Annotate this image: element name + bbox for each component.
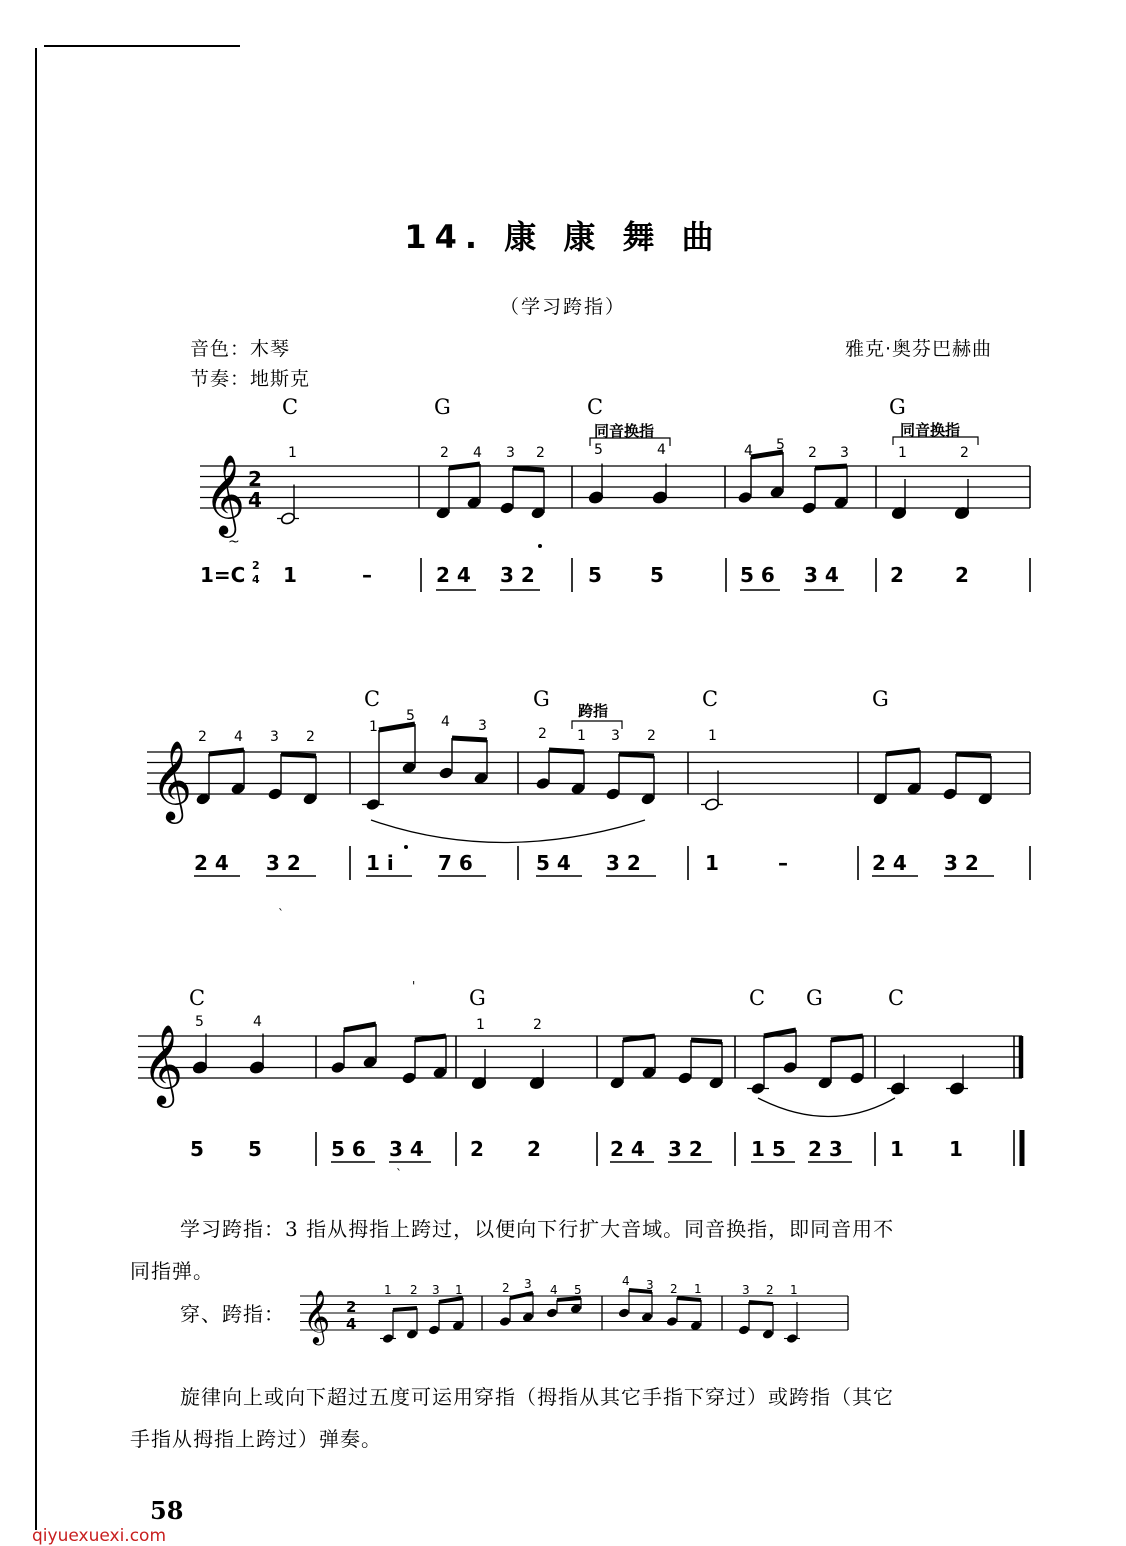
stray-mark: ' [412,979,416,993]
chord-symbol: C [888,986,905,1010]
paragraph-line: 手指从拇指上跨过）弹奏。 [130,1427,382,1451]
note-beam [393,1308,417,1310]
note-beam [677,1298,701,1300]
watermark: qiyuexuexi.com [32,1526,166,1546]
fingering: 2 [306,729,315,745]
note-beam [956,754,991,756]
paragraph-line: 同指弹。 [130,1259,214,1283]
note-beam [510,1293,533,1298]
note-head [428,1324,441,1335]
fingering: 3 [611,728,620,744]
treble-clef-icon: 𝄞 [303,1289,331,1343]
note-beam [379,724,415,730]
fingering: 4 [744,443,753,459]
fingering: 3 [270,729,279,745]
fingering: 3 [646,1278,654,1292]
page-number: 58 [150,1496,184,1525]
fingering: 2 [198,729,207,745]
chord-symbol: C [702,687,719,711]
treble-clef-icon: 𝄞 [151,741,192,821]
numbered-time-bottom: 4 [252,573,260,586]
note-beam [619,754,654,756]
numbered-note: 1 [890,1137,904,1161]
fingering: 3 [840,445,849,461]
numbered-note-group: 3 2 [266,851,301,875]
note-beam [691,1040,722,1042]
fingering: 2 [536,445,545,461]
note-head [382,1333,395,1344]
note-head [786,1333,799,1344]
stray-mark: ` [278,907,284,921]
fingering: 2 [766,1283,774,1297]
numbered-note-group: 2 3 [808,1137,843,1161]
fingering: 3 [742,1283,750,1297]
numbered-note-group: 3 2 [668,1137,703,1161]
fingering: 3 [524,1277,532,1291]
time-signature: 4 [248,488,262,512]
numbered-note-group: 3 2 [500,563,535,587]
fingering: 5 [195,1014,204,1030]
fingering: 2 [960,445,969,461]
time-signature: 2 [248,467,262,491]
composer-label: 雅克·奥芬巴赫曲 [845,338,993,360]
fingering: 4 [550,1283,558,1297]
fingering: 1 [694,1282,702,1296]
numbered-note-group: 5 6 [331,1137,366,1161]
numbered-note-group: 3 4 [804,563,839,587]
paragraph-line: 学习跨指：3 指从拇指上跨过，以便向下行扩大音域。同音换指，即同音用不 [180,1217,895,1241]
fingering: 5 [594,442,603,458]
chord-symbol: C [282,395,299,419]
page-subtitle: （学习跨指） [499,296,626,318]
numbered-note-group: 1 i [366,851,394,875]
fingering: 1 [288,445,297,461]
numbered-note: 1 [283,563,297,587]
rhythm-label: 节奏：地斯克 [190,368,311,390]
note-beam [557,1298,581,1300]
chord-symbol: C [587,395,604,419]
numbered-note: 2 [955,563,969,587]
timbre-label: 音色：木琴 [190,338,291,360]
chord-symbol: G [469,986,486,1010]
paragraph-line: 旋律向上或向下超过五度可运用穿指（拇指从其它手指下穿过）或跨指（其它 [180,1385,894,1409]
fingering: 1 [790,1283,798,1297]
chord-symbol: G [434,395,451,419]
fingering: 4 [657,442,666,458]
numbered-note-group: 2 4 [872,851,907,875]
chord-symbol: C [364,687,381,711]
numbered-note: – [362,563,372,587]
fingering: 1 [577,728,586,744]
fingering: 2 [502,1281,510,1295]
numbered-note-group: 2 4 [436,563,471,587]
note-beam [449,464,480,468]
numbered-note: 1 [705,851,719,875]
note-beam [344,1024,376,1030]
bracket-label: 跨指 [578,702,609,720]
numbered-note: 5 [248,1137,262,1161]
numbered-note-group: 1 5 [751,1137,786,1161]
numbered-note: 1 [949,1137,963,1161]
fingering: 5 [406,708,415,724]
chord-symbol: C [749,986,766,1010]
fingering: 1 [898,445,907,461]
numbered-note: 2 [470,1137,484,1161]
treble-clef-icon: 𝄞 [142,1025,183,1105]
slur [371,820,645,843]
chord-symbol: G [889,395,906,419]
note-head [666,1316,679,1327]
note-head [546,1307,559,1318]
chord-symbol: C [189,986,206,1010]
chord-symbol: G [533,687,550,711]
tilde-mark: ~ [228,534,240,550]
bracket-label: 同音换指 [594,422,655,440]
numbered-note: 5 [588,563,602,587]
fingering: 4 [234,729,243,745]
note-head [738,1324,751,1335]
fingering: 2 [533,1017,542,1033]
note-head [618,1307,631,1318]
fingering: 4 [253,1014,262,1030]
chord-symbol: G [872,687,889,711]
fingering: 1 [384,1283,392,1297]
note-beam [452,738,487,740]
fingering: 4 [473,445,482,461]
numbered-note: 2 [527,1137,541,1161]
numbered-note-group: 5 4 [536,851,571,875]
numbered-note-group: 2 4 [610,1137,645,1161]
fingering: 1 [476,1017,485,1033]
fingering: 5 [776,437,785,453]
note-beam [209,750,244,754]
fingering: 3 [432,1283,440,1297]
numbered-time-top: 2 [252,559,260,572]
treble-clef-icon: 𝄞 [204,455,245,535]
fingering: 3 [478,718,487,734]
key-signature: 1=C [200,563,246,587]
numbered-note-group: 7 6 [438,851,473,875]
fingering: 2 [808,445,817,461]
fingering: 5 [574,1283,582,1297]
numbered-note-group: 3 2 [606,851,641,875]
octave-dot [404,845,408,849]
numbered-note-group: 3 2 [944,851,979,875]
note-head [499,1316,512,1327]
numbered-note: 5 [190,1137,204,1161]
fingering: 1 [708,728,717,744]
fingering: 4 [622,1274,630,1288]
time-signature: 2 [346,1298,357,1316]
fingering: 3 [506,445,515,461]
fingering: 2 [647,728,656,744]
dot-mark [538,544,542,548]
numbered-note-group: 2 4 [194,851,229,875]
bracket-label: 同音换指 [900,421,961,439]
stray-mark: ` [396,1167,402,1181]
numbered-note: 2 [890,563,904,587]
note-beam [439,1298,463,1302]
numbered-note: 5 [650,563,664,587]
fingering: 2 [670,1282,678,1296]
note-beam [886,750,920,754]
chord-symbol: G [806,986,823,1010]
numbered-note-group: 5 6 [740,563,775,587]
fingering: 2 [440,445,449,461]
note-beam [513,468,544,470]
numbered-note-group: 3 4 [389,1137,424,1161]
slur [758,1098,895,1117]
example-label: 穿、跨指： [180,1302,285,1326]
note-beam [815,466,847,468]
note-beam [281,754,316,756]
fingering: 1 [455,1283,463,1297]
note-beam [749,1302,773,1304]
fingering: 4 [441,714,450,730]
fingering: 2 [410,1283,418,1297]
time-signature: 4 [346,1315,357,1333]
page-title: 14. 康 康 舞 曲 [404,218,722,256]
fingering: 1 [369,719,378,735]
note-beam [764,1030,796,1036]
fingering: 2 [538,726,547,742]
note-beam [549,750,584,752]
numbered-note: – [778,851,788,875]
